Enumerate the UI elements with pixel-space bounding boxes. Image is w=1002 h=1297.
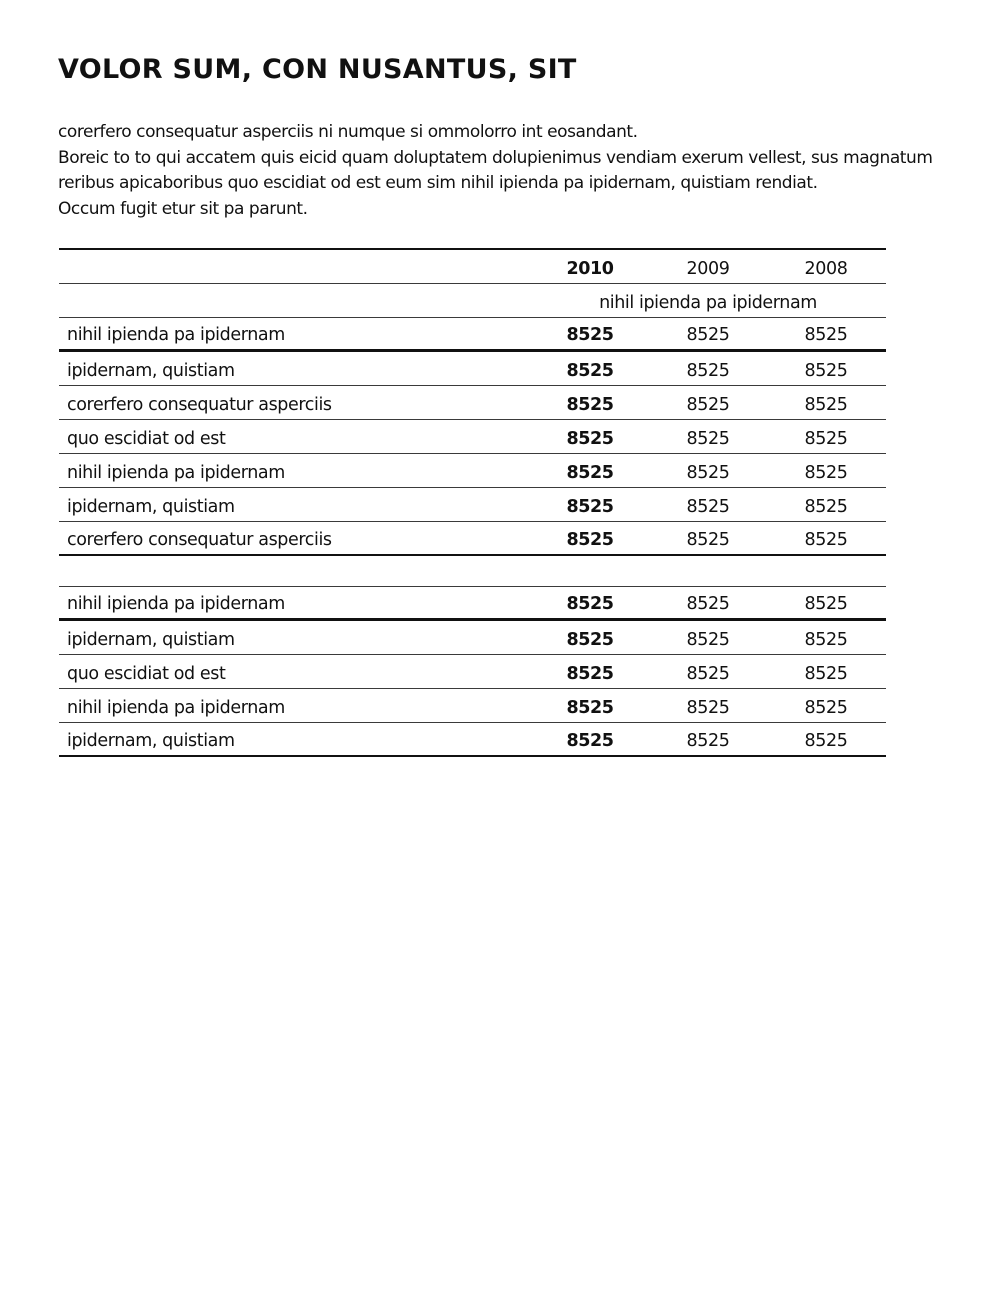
- year-header-2008: 2008: [804, 259, 848, 279]
- value-2010: 8525: [566, 698, 614, 718]
- table-row: [59, 522, 886, 556]
- value-2009: 8525: [686, 630, 730, 650]
- value-2010: 8525: [566, 630, 614, 650]
- value-2008: 8525: [804, 361, 848, 381]
- table-row: [59, 689, 886, 723]
- value-2008: 8525: [804, 664, 848, 684]
- value-2008: 8525: [804, 429, 848, 449]
- value-2009: 8525: [686, 731, 730, 751]
- table-row: [59, 655, 886, 689]
- value-2010: 8525: [566, 325, 614, 345]
- value-2009: 8525: [686, 497, 730, 517]
- row-label: nihil ipienda pa ipidernam: [67, 325, 285, 345]
- value-2010: 8525: [566, 594, 614, 614]
- row-label: corerfero consequatur asperciis: [67, 530, 332, 550]
- table-unit-row: [59, 284, 886, 318]
- table-section-2: [59, 587, 886, 757]
- value-2008: 8525: [804, 530, 848, 550]
- value-2008: 8525: [804, 395, 848, 415]
- value-2009: 8525: [686, 664, 730, 684]
- table-row: [59, 587, 886, 621]
- table-row: [59, 723, 886, 757]
- value-2008: 8525: [804, 463, 848, 483]
- value-2008: 8525: [804, 698, 848, 718]
- value-2010: 8525: [566, 429, 614, 449]
- year-header-2009: 2009: [686, 259, 730, 279]
- value-2009: 8525: [686, 361, 730, 381]
- value-2008: 8525: [804, 497, 848, 517]
- table-row: [59, 454, 886, 488]
- intro-line: corerfero consequatur asperciis ni numque si ommolorro int eosandant.: [58, 122, 638, 142]
- table-row: [59, 352, 886, 386]
- intro-paragraph: [58, 120, 958, 222]
- row-label: corerfero consequatur asperciis: [67, 395, 332, 415]
- value-2009: 8525: [686, 698, 730, 718]
- value-2009: 8525: [686, 325, 730, 345]
- row-label: quo escidiat od est: [67, 429, 226, 449]
- table-row: [59, 386, 886, 420]
- row-label: ipidernam, quistiam: [67, 497, 235, 517]
- value-2008: 8525: [804, 325, 848, 345]
- row-label: ipidernam, quistiam: [67, 361, 235, 381]
- value-2008: 8525: [804, 594, 848, 614]
- row-label: ipidernam, quistiam: [67, 630, 235, 650]
- table-spacer-row: [59, 556, 886, 587]
- table-header-row: [59, 250, 886, 284]
- value-2009: 8525: [686, 463, 730, 483]
- value-2010: 8525: [566, 463, 614, 483]
- unit-label: nihil ipienda pa ipidernam: [599, 293, 817, 313]
- row-label: nihil ipienda pa ipidernam: [67, 594, 285, 614]
- value-2010: 8525: [566, 731, 614, 751]
- intro-line: Boreic to to qui accatem quis eicid quam doluptatem dolupienimus vendiam exerum vellest, sus magnatum: [58, 147, 933, 168]
- value-2010: 8525: [566, 530, 614, 550]
- row-label: nihil ipienda pa ipidernam: [67, 698, 285, 718]
- intro-line: Occum fugit etur sit pa parunt.: [58, 198, 308, 219]
- value-2010: 8525: [566, 664, 614, 684]
- value-2010: 8525: [566, 361, 614, 381]
- value-2010: 8525: [566, 395, 614, 415]
- row-label: ipidernam, quistiam: [67, 731, 235, 751]
- year-header-2010: 2010: [566, 259, 614, 279]
- value-2009: 8525: [686, 429, 730, 449]
- table-section-1: [59, 318, 886, 556]
- row-label: quo escidiat od est: [67, 664, 226, 684]
- value-2009: 8525: [686, 395, 730, 415]
- table-row: [59, 621, 886, 655]
- table-row: [59, 318, 886, 352]
- page-title: VOLOR SUM, CON NUSANTUS, SIT: [58, 54, 577, 85]
- intro-line: reribus apicaboribus quo escidiat od est eum sim nihil ipienda pa ipidernam, quistiam rendiat.: [58, 173, 818, 193]
- table-row: [59, 488, 886, 522]
- value-2008: 8525: [804, 630, 848, 650]
- value-2008: 8525: [804, 731, 848, 751]
- value-2009: 8525: [686, 594, 730, 614]
- row-label: nihil ipienda pa ipidernam: [67, 463, 285, 483]
- value-2010: 8525: [566, 497, 614, 517]
- value-2009: 8525: [686, 530, 730, 550]
- table-row: [59, 420, 886, 454]
- financial-table: [59, 248, 886, 757]
